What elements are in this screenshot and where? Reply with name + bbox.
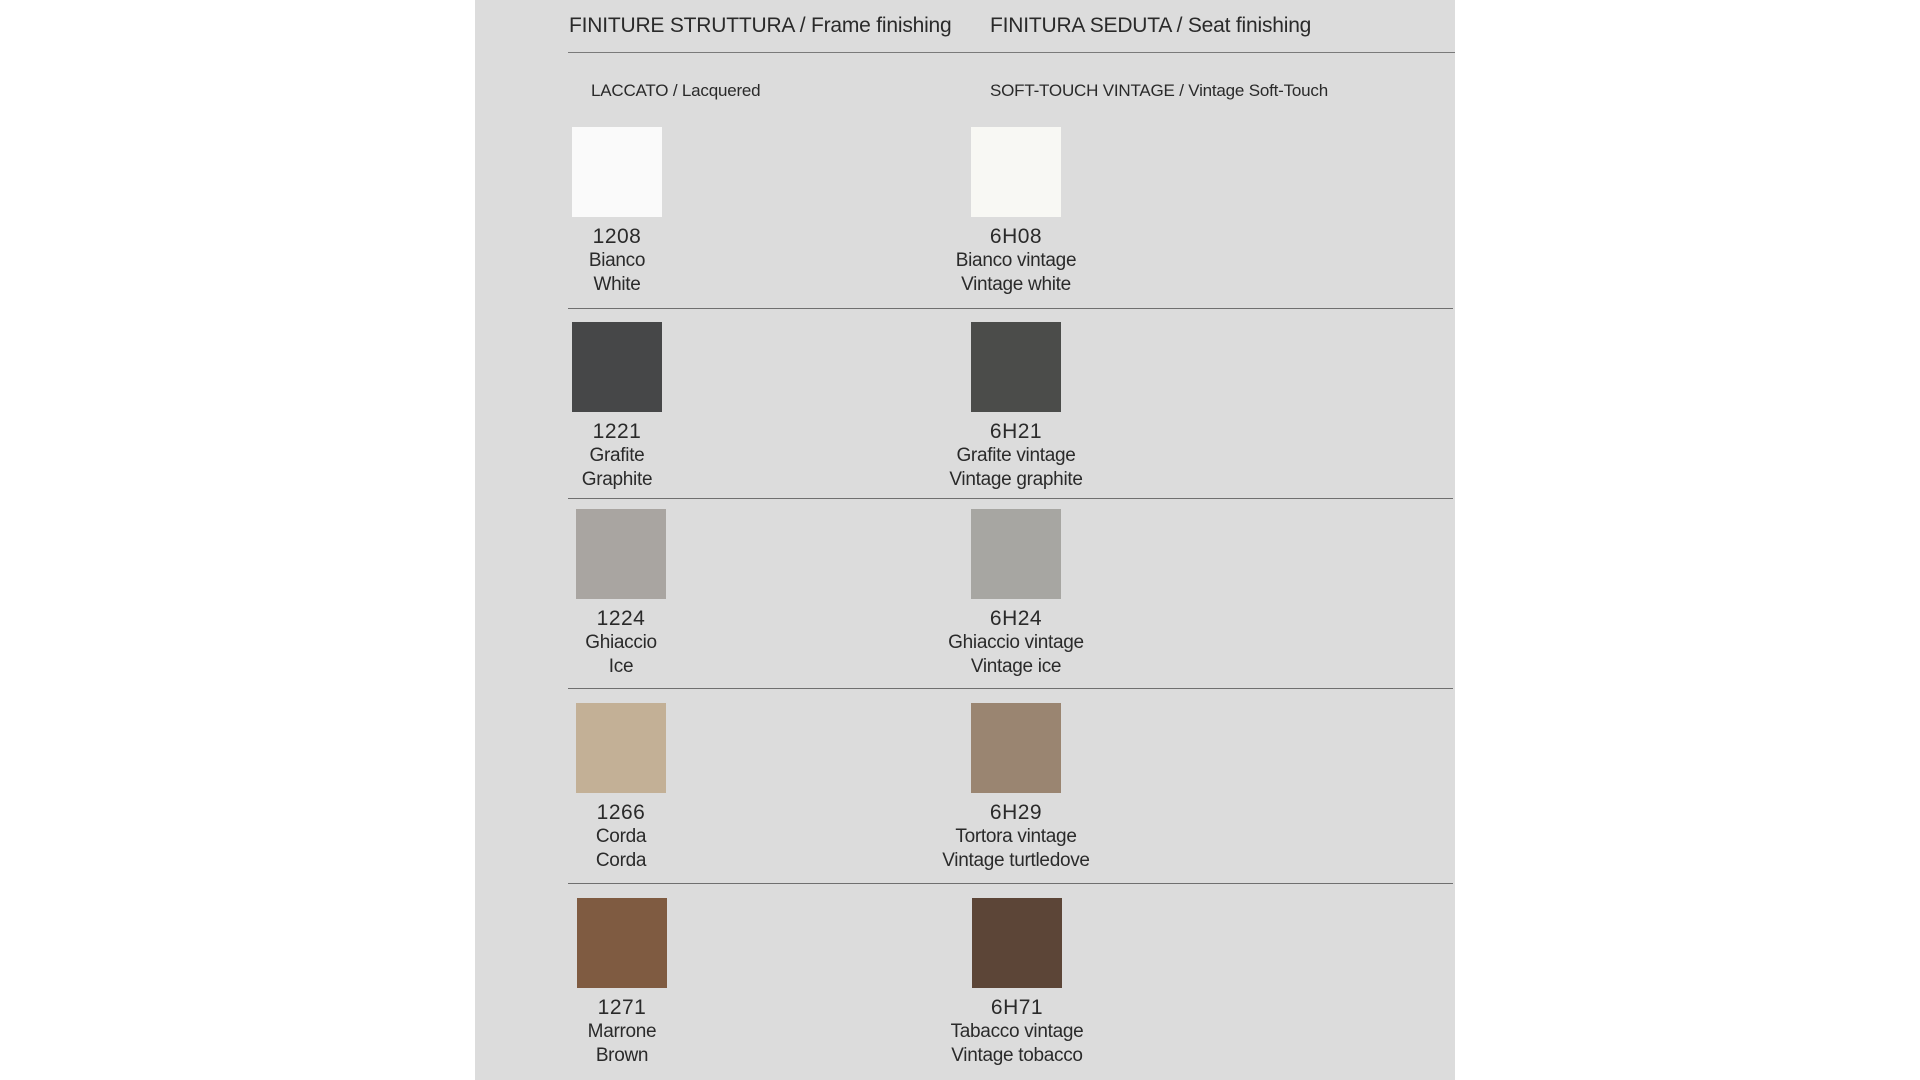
finish-code: 1208 (592, 225, 642, 248)
finish-name-en: White (593, 274, 641, 295)
lacquered-subheading: LACCATO / Lacquered (591, 81, 761, 100)
frame-finish-item (522, 898, 722, 1068)
finish-name-en: Ice (608, 656, 634, 677)
color-swatch (576, 509, 666, 599)
frame-finish-item (517, 322, 717, 492)
finish-name-en: Brown (595, 1045, 649, 1066)
row-divider (568, 308, 1453, 309)
color-swatch (577, 898, 667, 988)
color-swatch (971, 703, 1061, 793)
frame-finishing-heading: FINITURE STRUTTURA / Frame finishing (569, 14, 952, 37)
finish-code: 6H08 (989, 225, 1043, 248)
frame-finish-item (521, 509, 721, 679)
finish-name-it: Tabacco vintage (950, 1021, 1084, 1042)
finish-code: 6H24 (989, 607, 1043, 630)
finish-name-en: Corda (595, 850, 647, 871)
soft-touch-subheading: SOFT-TOUCH VINTAGE / Vintage Soft-Touch (990, 81, 1328, 100)
frame-finish-item (521, 703, 721, 873)
header-divider (568, 52, 1455, 53)
finish-code: 6H29 (989, 801, 1043, 824)
finish-code: 1266 (596, 801, 646, 824)
finish-name-it: Ghiaccio (585, 632, 657, 653)
row-divider (568, 498, 1453, 499)
finish-name-it: Tortora vintage (955, 826, 1077, 847)
finish-name-en: Graphite (581, 469, 653, 490)
finish-name-en: Vintage graphite (949, 469, 1083, 490)
finish-name-en: Vintage tobacco (951, 1045, 1083, 1066)
seat-finish-item (916, 127, 1116, 297)
seat-finish-item (916, 509, 1116, 679)
finish-name-it: Marrone (587, 1021, 657, 1042)
seat-finish-item (917, 898, 1117, 1068)
frame-finish-item (517, 127, 717, 297)
finishes-sheet (475, 0, 1455, 1080)
finish-code: 6H71 (990, 996, 1044, 1019)
seat-finishing-heading: FINITURA SEDUTA / Seat finishing (990, 14, 1312, 37)
finish-code: 1271 (597, 996, 647, 1019)
color-swatch (971, 127, 1061, 217)
color-swatch (971, 509, 1061, 599)
color-swatch (576, 703, 666, 793)
finish-name-it: Bianco vintage (955, 250, 1077, 271)
seat-finish-item (916, 703, 1116, 873)
finish-name-it: Bianco (588, 250, 646, 271)
seat-finish-item (916, 322, 1116, 492)
row-divider (568, 883, 1453, 884)
color-swatch (572, 127, 662, 217)
finish-name-en: Vintage turtledove (942, 850, 1090, 871)
finish-code: 1221 (592, 420, 642, 443)
finish-name-en: Vintage ice (970, 656, 1062, 677)
finish-name-it: Corda (595, 826, 647, 847)
finish-code: 1224 (596, 607, 646, 630)
finish-name-it: Grafite vintage (956, 445, 1076, 466)
finish-name-en: Vintage white (961, 274, 1071, 295)
row-divider (568, 688, 1453, 689)
color-swatch (572, 322, 662, 412)
color-swatch (972, 898, 1062, 988)
finish-code: 6H21 (989, 420, 1043, 443)
finish-name-it: Grafite (589, 445, 645, 466)
finish-name-it: Ghiaccio vintage (948, 632, 1084, 653)
color-swatch (971, 322, 1061, 412)
